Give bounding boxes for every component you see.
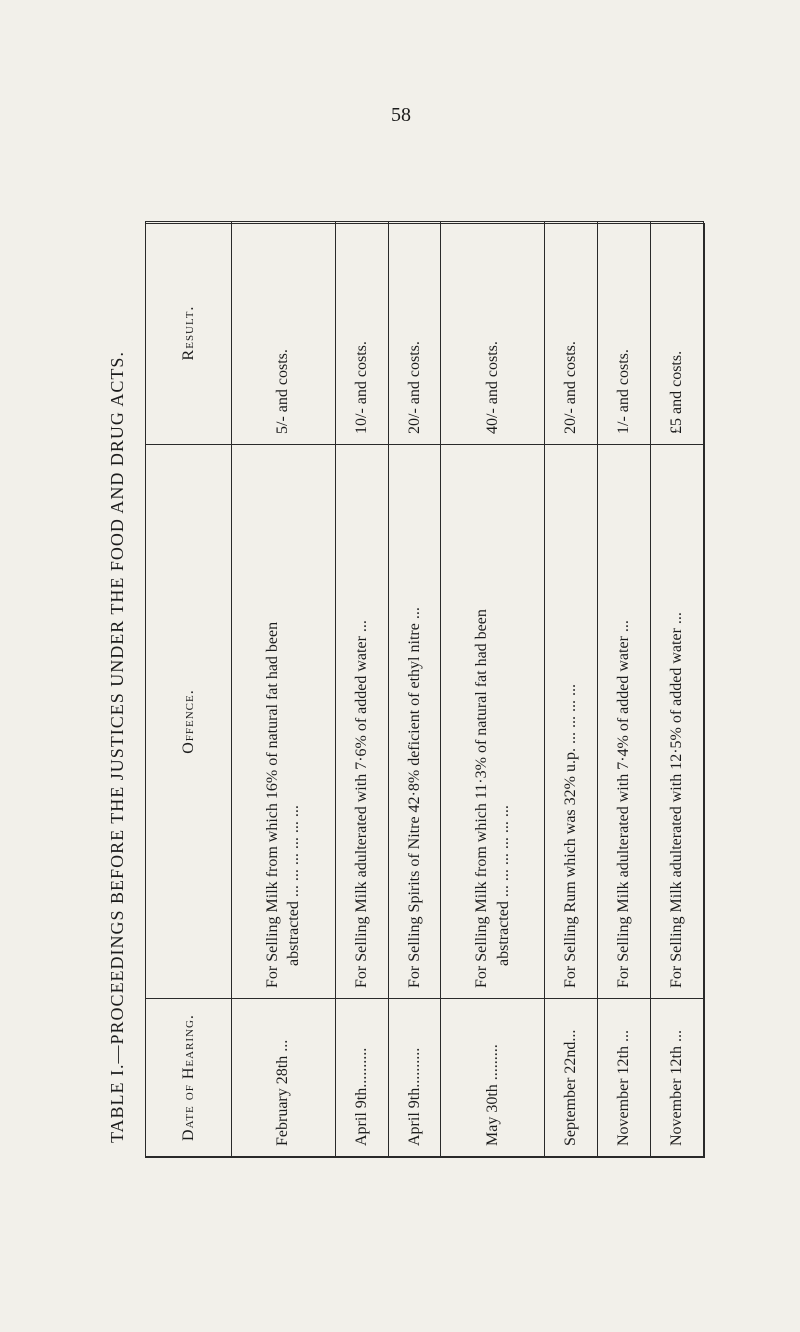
offence-cell bbox=[545, 445, 598, 999]
proceedings-table bbox=[145, 223, 705, 1158]
offence-cell bbox=[598, 445, 651, 999]
offence-cell bbox=[232, 445, 336, 999]
offence-cell bbox=[650, 445, 703, 999]
table-row bbox=[335, 222, 388, 1157]
result-cell: 40/- and costs. bbox=[441, 222, 545, 445]
table-header-row bbox=[146, 222, 232, 1157]
hearing-date: November 12th ... bbox=[650, 999, 703, 1157]
offence-cell bbox=[441, 445, 545, 999]
offence-text: For Selling Spirits of Nitre 42·8% deficient of ethyl nitre ... bbox=[405, 607, 423, 988]
offence-text-continued: abstracted ... ... ... ... ... ... bbox=[285, 805, 303, 966]
offence-text: For Selling Milk from which 16% of natural fat had been bbox=[263, 621, 281, 988]
table-row bbox=[545, 222, 598, 1157]
result-cell: 20/- and costs. bbox=[388, 222, 441, 445]
table-caption: TABLE I.—PROCEEDINGS BEFORE THE JUSTICES UNDER THE FOOD AND DRUG ACTS. bbox=[107, 351, 127, 1143]
offence-cell bbox=[388, 445, 441, 999]
hearing-date: April 9th.......... bbox=[335, 999, 388, 1157]
page-number: 58 bbox=[391, 104, 411, 126]
offence-cell bbox=[335, 445, 388, 999]
result-cell: 1/- and costs. bbox=[598, 222, 651, 445]
offence-text: For Selling Milk adulterated with 7·6% of added water ... bbox=[352, 620, 370, 988]
offence-text-continued: abstracted ... ... ... ... ... ... bbox=[494, 805, 512, 966]
offence-text: For Selling Milk from which 11·3% of natural fat had been bbox=[473, 609, 491, 988]
hearing-date: April 9th.......... bbox=[388, 999, 441, 1157]
table-row bbox=[441, 222, 545, 1157]
hearing-date: September 22nd... bbox=[545, 999, 598, 1157]
offence-text: For Selling Milk adulterated with 12·5% of added water ... bbox=[668, 612, 686, 988]
header-date: Date of Hearing. bbox=[146, 999, 232, 1157]
table-row bbox=[388, 222, 441, 1157]
result-cell: 10/- and costs. bbox=[335, 222, 388, 445]
table-row bbox=[232, 222, 336, 1157]
offence-text: For Selling Rum which was 32% u.p. ... ... ... ... bbox=[562, 684, 580, 988]
table-row bbox=[598, 222, 651, 1157]
offence-text: For Selling Milk adulterated with 7·4% of added water ... bbox=[615, 620, 633, 988]
result-cell: 20/- and costs. bbox=[545, 222, 598, 445]
hearing-date: May 30th ......... bbox=[441, 999, 545, 1157]
result-cell: £5 and costs. bbox=[650, 222, 703, 445]
hearing-date: February 28th ... bbox=[232, 999, 336, 1157]
hearing-date: November 12th ... bbox=[598, 999, 651, 1157]
result-cell: 5/- and costs. bbox=[232, 222, 336, 445]
header-offence: Offence. bbox=[146, 445, 232, 999]
table-row bbox=[650, 222, 703, 1157]
header-result: Result. bbox=[146, 222, 232, 445]
